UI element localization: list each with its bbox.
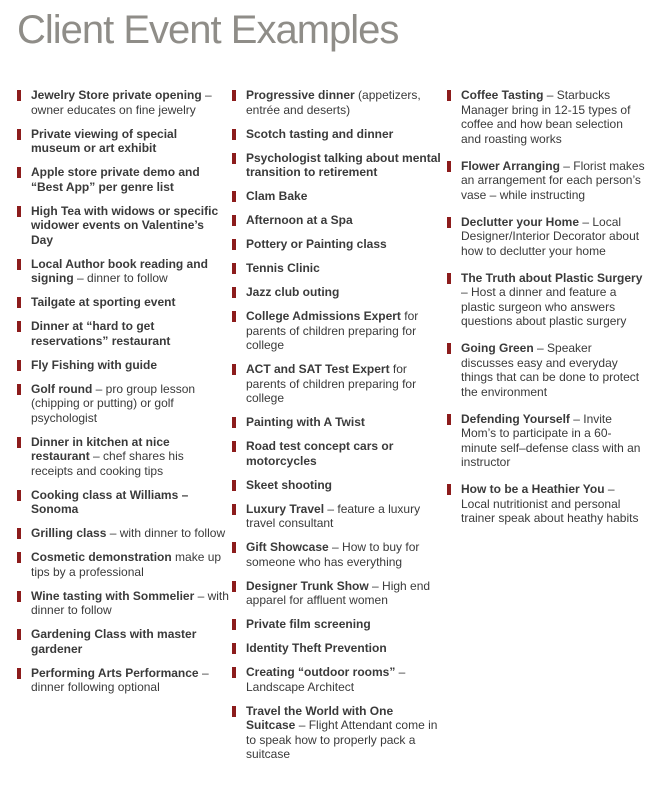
event-description: – How to buy for someone who has everything [246, 540, 420, 569]
event-item [232, 261, 444, 276]
bullet-marker-icon [232, 364, 236, 375]
bullet-marker-icon [232, 417, 236, 428]
bullet-marker-icon [447, 161, 451, 172]
event-item [17, 204, 229, 248]
event-title: Flower Arranging [461, 158, 560, 173]
event-title: Cooking class at Williams – Sonoma [31, 487, 189, 516]
event-title: Clam Bake [246, 189, 308, 203]
bullet-marker-icon [232, 215, 236, 226]
bullet-marker-icon [232, 287, 236, 298]
event-item [447, 341, 645, 399]
event-title: Dinner in kitchen at nice restaurant [31, 434, 170, 463]
event-title: Going Green [461, 341, 534, 355]
event-item [232, 478, 444, 493]
event-title: Local Author book reading and signing [31, 256, 208, 285]
event-item [232, 415, 444, 430]
event-item [447, 482, 645, 526]
events-column-3 [447, 88, 645, 538]
event-title: Declutter your Home [461, 214, 580, 229]
bullet-marker-icon [232, 263, 236, 274]
bullet-marker-icon [232, 581, 236, 592]
event-title: Luxury Travel [246, 501, 325, 516]
event-item [232, 237, 444, 252]
event-title: Pottery or Painting class [246, 237, 387, 251]
event-item [232, 641, 444, 656]
event-description: for parents of children preparing for college [246, 309, 419, 352]
event-description: for parents of children preparing for college [246, 362, 417, 405]
event-item [17, 666, 229, 695]
event-description: – dinner to follow [73, 271, 168, 285]
event-item [232, 540, 444, 569]
event-title: High Tea with widows or specific widower events on Valentine’s Day [31, 203, 219, 247]
bullet-marker-icon [17, 384, 21, 395]
event-description: – Speaker discusses easy and everyday things that can be done to protect the environment [461, 341, 640, 399]
event-item [17, 257, 229, 286]
bullet-marker-icon [232, 191, 236, 202]
event-item [17, 88, 229, 117]
event-title: The Truth about Plastic Surgery [461, 270, 643, 285]
event-item [17, 627, 229, 656]
event-title: Coffee Tasting [461, 88, 544, 102]
event-item [232, 88, 444, 117]
event-title: Psychologist talking about mental transition to retirement [246, 150, 441, 179]
bullet-marker-icon [447, 273, 451, 284]
event-description: – pro group lesson (chipping or putting) or golf psychologist [31, 381, 196, 425]
event-title: Defending Yourself [461, 411, 570, 426]
bullet-marker-icon [232, 542, 236, 553]
event-title: Afternoon at a Spa [246, 213, 353, 227]
event-item [232, 665, 444, 694]
bullet-marker-icon [232, 441, 236, 452]
event-item [17, 127, 229, 156]
event-title: Skeet shooting [246, 477, 333, 492]
bullet-marker-icon [17, 321, 21, 332]
bullet-marker-icon [17, 206, 21, 217]
bullet-marker-icon [17, 528, 21, 539]
bullet-marker-icon [17, 629, 21, 640]
event-item [232, 309, 444, 353]
event-item [232, 127, 444, 142]
event-item [17, 319, 229, 348]
event-title: Painting with A Twist [246, 415, 365, 429]
event-item [232, 704, 444, 762]
bullet-marker-icon [17, 297, 21, 308]
event-title: Progressive dinner [246, 88, 355, 102]
events-column-1 [17, 88, 229, 704]
event-item [447, 412, 645, 470]
bullet-marker-icon [17, 591, 21, 602]
bullet-marker-icon [232, 667, 236, 678]
event-title: Wine tasting with Sommelier [31, 588, 195, 603]
bullet-marker-icon [232, 504, 236, 515]
event-item [447, 271, 645, 329]
bullet-marker-icon [447, 484, 451, 495]
event-title: Private film screening [246, 617, 371, 631]
bullet-marker-icon [17, 552, 21, 563]
event-description: – Local nutritionist and personal trainer speak about heathy habits [461, 482, 639, 525]
page-title: Client Event Examples [17, 8, 399, 52]
events-column-2 [232, 88, 444, 771]
event-item [447, 88, 645, 146]
event-item [17, 382, 229, 426]
event-item [17, 165, 229, 194]
event-title: Identity Theft Prevention [246, 641, 387, 655]
bullet-marker-icon [232, 643, 236, 654]
event-description: – with dinner to follow [106, 526, 226, 540]
bullet-marker-icon [232, 311, 236, 322]
bullet-marker-icon [447, 414, 451, 425]
bullet-marker-icon [17, 167, 21, 178]
bullet-marker-icon [17, 360, 21, 371]
event-item [232, 617, 444, 632]
event-description: – owner educates on fine jewelry [31, 88, 212, 117]
event-title: Cosmetic demonstration [31, 550, 172, 564]
event-item [232, 213, 444, 228]
event-title: Travel the World with One Suitcase [246, 703, 394, 732]
event-title: Dinner at “hard to get reservations” restaurant [31, 319, 171, 348]
event-description: – chef shares his receipts and cooking tips [31, 449, 184, 478]
event-description: – Flight Attendant come in to speak how to properly pack a suitcase [246, 718, 438, 761]
bullet-marker-icon [232, 706, 236, 717]
event-title: Performing Arts Performance [31, 665, 199, 680]
event-title: Gift Showcase [246, 540, 329, 554]
event-title: Tailgate at sporting event [31, 295, 176, 309]
event-item [232, 151, 444, 180]
event-item [232, 579, 444, 608]
bullet-marker-icon [17, 490, 21, 501]
event-item [232, 189, 444, 204]
bullet-marker-icon [17, 259, 21, 270]
event-description: – Local Designer/Interior Decorator about how to declutter your home [461, 214, 640, 258]
bullet-marker-icon [232, 619, 236, 630]
event-description: – with dinner to follow [31, 588, 229, 617]
event-title: Golf round [31, 381, 93, 396]
event-description: – Host a dinner and feature a plastic surgeon who answers questions about plastic surgery [461, 285, 627, 328]
event-title: ACT and SAT Test Expert [246, 362, 390, 376]
event-item [17, 295, 229, 310]
event-title: Scotch tasting and dinner [246, 126, 394, 141]
event-title: Creating “outdoor rooms” [246, 665, 396, 679]
event-item [232, 502, 444, 531]
bullet-marker-icon [232, 153, 236, 164]
bullet-marker-icon [17, 437, 21, 448]
event-item [17, 589, 229, 618]
event-title: Designer Trunk Show [246, 578, 369, 593]
event-item [447, 215, 645, 259]
event-title: Road test concept cars or motorcycles [246, 439, 394, 468]
event-item [232, 439, 444, 468]
bullet-marker-icon [447, 343, 451, 354]
bullet-marker-icon [232, 129, 236, 140]
event-item [17, 550, 229, 579]
bullet-marker-icon [17, 668, 21, 679]
bullet-marker-icon [232, 90, 236, 101]
event-title: Gardening Class with master gardener [31, 627, 197, 656]
event-item [17, 488, 229, 517]
event-item [232, 285, 444, 300]
event-item [17, 435, 229, 479]
event-description: – High end apparel for affluent women [246, 578, 431, 607]
bullet-marker-icon [17, 129, 21, 140]
event-description: – Landscape Architect [246, 665, 406, 694]
bullet-marker-icon [447, 217, 451, 228]
event-item [17, 358, 229, 373]
bullet-marker-icon [447, 90, 451, 101]
event-title: Fly Fishing with guide [31, 357, 157, 372]
event-title: Jewelry Store private opening [31, 88, 202, 102]
event-title: Apple store private demo and “Best App” per genre list [31, 165, 200, 194]
bullet-marker-icon [17, 90, 21, 101]
event-item [232, 362, 444, 406]
event-description: – dinner following optional [31, 665, 209, 694]
event-title: College Admissions Expert [246, 309, 401, 323]
event-title: Grilling class [31, 526, 107, 540]
event-description: – Invite Mom’s to participate in a 60-minute self–defense class with an instructor [461, 411, 641, 469]
event-title: Jazz club outing [246, 285, 340, 299]
event-description: – Florist makes an arrangement for each person’s vase – while instructing [461, 158, 645, 202]
event-item [447, 159, 645, 203]
event-title: Private viewing of special museum or art exhibit [31, 126, 178, 155]
event-description: make up tips by a professional [31, 550, 222, 579]
event-description: (appetizers, entrée and deserts) [246, 88, 421, 117]
event-description: – feature a luxury travel consultant [246, 501, 421, 530]
event-title: How to be a Heathier You [461, 482, 605, 496]
bullet-marker-icon [232, 239, 236, 250]
event-description: – Starbucks Manager bring in 12-15 types of coffee and how bean selection and roasting works [461, 88, 631, 146]
event-item [17, 526, 229, 541]
bullet-marker-icon [232, 480, 236, 491]
event-title: Tennis Clinic [246, 261, 320, 275]
